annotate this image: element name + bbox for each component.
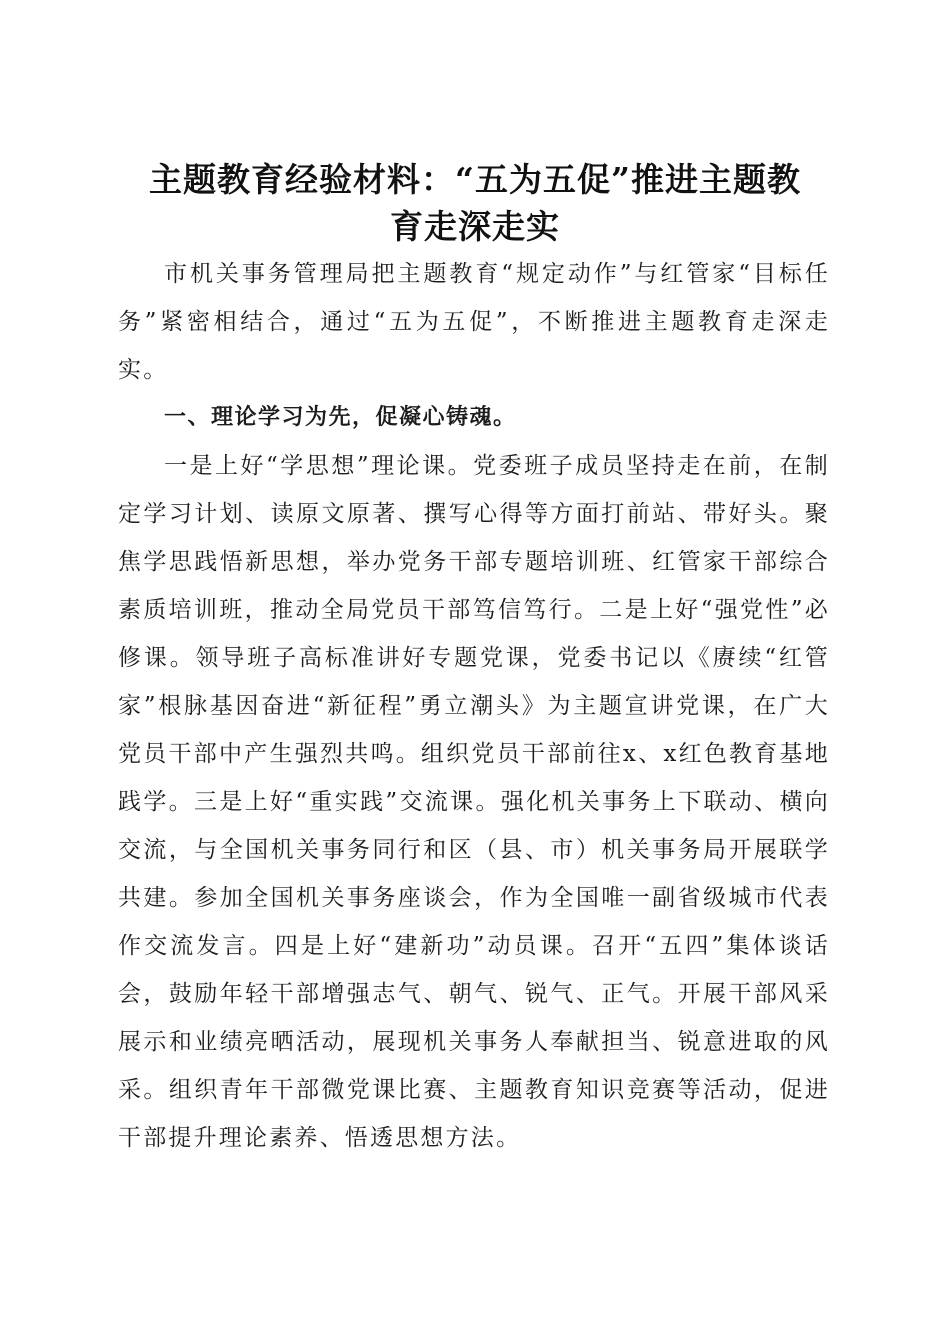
document-body (118, 250, 830, 1162)
title-line-1: 主题教育经验材料：“五为五促”推进主题教 (149, 160, 801, 200)
section-paragraph: 一是上好“学思想”理论课。党委班子成员坚持走在前，在制定学习计划、读原文原著、撰写心得等方面打前站、带好头。聚焦学思践悟新思想，举办党务干部专题培训班、红管家干部综合素质培训班，推动全局党员干部笃信笃行。二是上好“强党性”必修课。领导班子高标准讲好专题党课，党委书记以《赓续“红管家”根脉基因奋进“新征程”勇立潮头》为主题宣讲党课，在广大党员干部中产生强烈共鸣。组织党员干部前往x、x红色教育基地践学。三是上好“重实践”交流课。强化机关事务上下联动、横向交流，与全国机关事务同行和区（县、市）机关事务局开展联学共建。参加全国机关事务座谈会，作为全国唯一副省级城市代表作交流发言。四是上好“建新功”动员课。召开“五四”集体谈话会，鼓励年轻干部增强志气、朝气、锐气、正气。开展干部风采展示和业绩亮晒活动，展现机关事务人奉献担当、锐意进取的风采。组织青年干部微党课比赛、主题教育知识竞赛等活动，促进干部提升理论素养、悟透思想方法。 (118, 453, 830, 1151)
intro-paragraph: 市机关事务管理局把主题教育“规定动作”与红管家“目标任务”紧密相结合，通过“五为五促”，不断推进主题教育走深走实。 (118, 261, 830, 383)
document-title (100, 156, 850, 250)
title-line-2: 育走深走实 (390, 207, 560, 247)
section-heading: 一、理论学习为先，促凝心铸魂。 (164, 405, 517, 430)
